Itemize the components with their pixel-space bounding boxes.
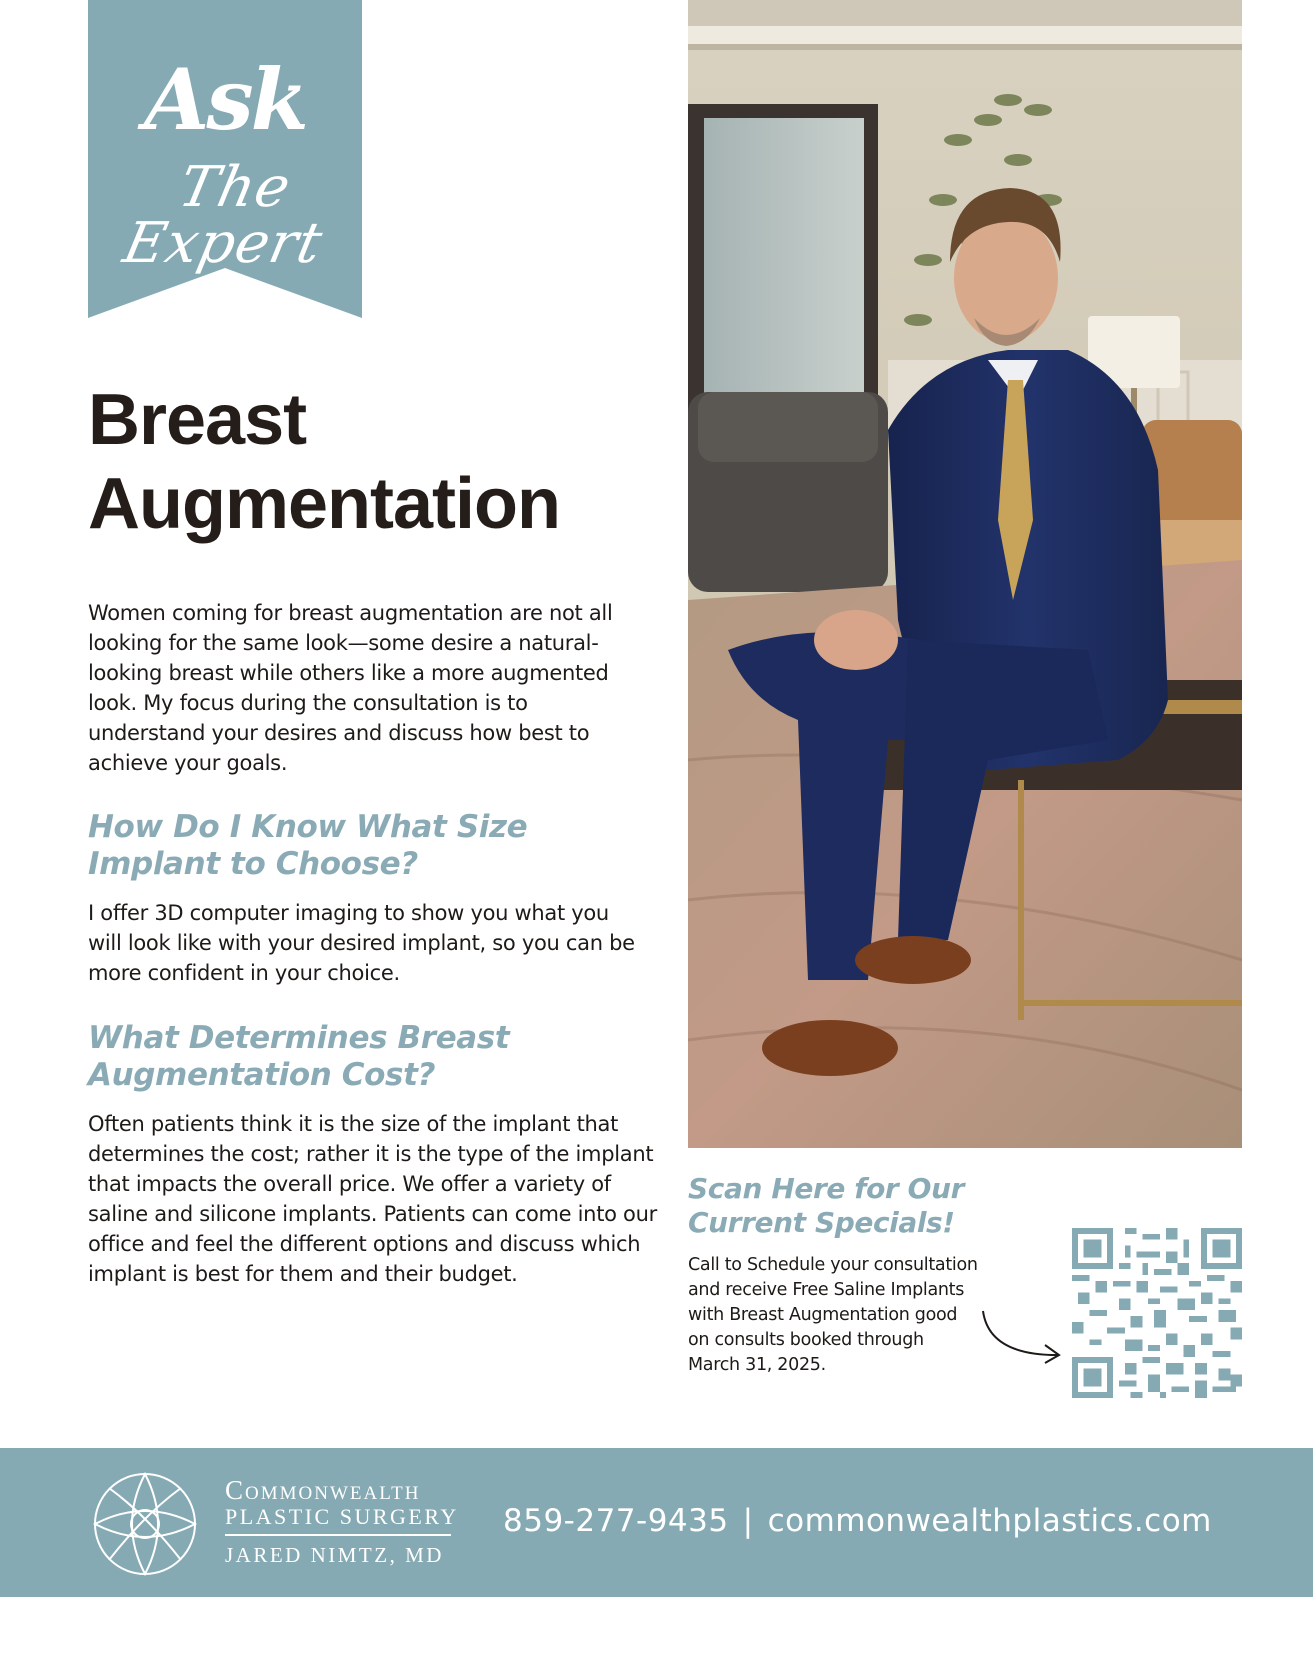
specials-body: Call to Schedule your consultation and receive Free Saline Implants with Breast Augmentation good on consults booked through March 31, 2025. — [688, 1255, 978, 1375]
contact-info — [503, 1501, 1212, 1541]
contact-separator: | — [742, 1503, 754, 1539]
title-line-2: Augmentation — [88, 464, 560, 544]
phone-number-link[interactable]: 859-277-9435 — [503, 1503, 729, 1539]
section-body-implant-size: I offer 3D computer imaging to show you what you will look like with your desired implant, so you can be more confident in your choice. — [88, 901, 635, 985]
arrow-icon — [975, 1305, 1065, 1365]
article-title — [88, 378, 648, 546]
specials-heading: Scan Here for Our Current Specials! — [688, 1172, 965, 1239]
section-body-cost: Often patients think it is the size of the implant that determines the cost; rather it is the type of the implant that impacts the overall price. We offer a variety of saline and silicone implants. Patients can come into our office and feel the different options and discuss which implant is best for them and their budget. — [88, 1112, 657, 1286]
section-heading-implant-size: How Do I Know What Size Implant to Choose? — [88, 809, 528, 882]
brand-divider — [225, 1534, 451, 1536]
website-link[interactable]: commonwealthplastics.com — [767, 1503, 1212, 1539]
ask-the-expert-banner — [88, 0, 362, 320]
qr-code-icon[interactable] — [1072, 1228, 1242, 1398]
title-line-1: Breast — [88, 380, 307, 460]
intro-paragraph: Women coming for breast augmentation are not all looking for the same look—some desire a natural-looking breast while others like a more augmented look. My focus during the consultation is to understand your desires and discuss how best to achieve your goals. — [88, 601, 613, 775]
banner-the-expert-text: The Expert — [117, 155, 329, 276]
banner-ask-text: Ask — [144, 50, 306, 149]
brand-name-line-2: PLASTIC SURGERY — [225, 1504, 459, 1529]
logo-mark-icon — [91, 1470, 199, 1578]
footer-bar — [0, 1448, 1313, 1597]
brand-name-line-1: Commonwealth — [225, 1475, 421, 1505]
doctor-portrait-photo — [688, 0, 1242, 1148]
brand-doctor-name: JARED NIMTZ, MD — [225, 1543, 444, 1567]
section-heading-cost: What Determines Breast Augmentation Cost? — [88, 1020, 510, 1093]
